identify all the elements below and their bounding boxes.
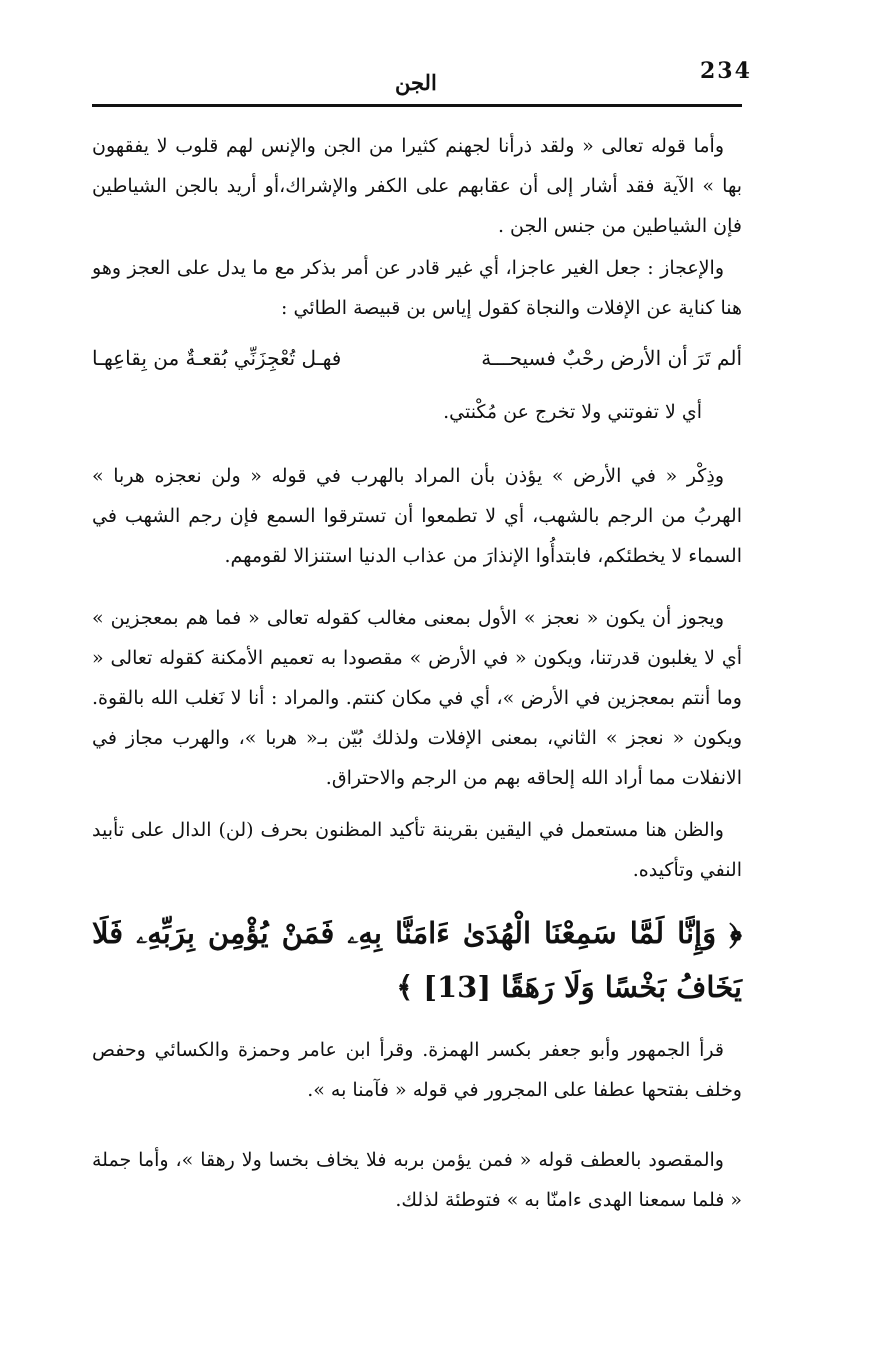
paragraph: والظن هنا مستعمل في اليقين بقرينة تأكيد المظنون بحرف (لن) الدال على تأبيد النفي وتأكيده. (92, 819, 742, 881)
poetry-verse (92, 338, 742, 378)
page-number: 234 (700, 58, 752, 84)
paragraph: وذِكْر « في الأرض » يؤذن بأن المراد بالهرب في قوله « ولن نعجزه هربا » الهربُ من الرجم بالشهب، أي لا تطمعوا أن تسترقوا السمع فإن رجم الشهب في السماء لا يخطئكم، فابتدأُوا الإنذارَ من عذاب الدنيا استنزالا لقومهم. (92, 465, 742, 567)
paragraph: والإعجاز : جعل الغير عاجزا، أي غير قادر عن أمر بذكر مع ما يدل على العجز وهو هنا كناية عن الإفلات والنجاة كقول إياس بن قبيصة الطائي : (92, 257, 742, 319)
paragraph: قرأ الجمهور وأبو جعفر بكسر الهمزة. وقرأ ابن عامر وحمزة والكسائي وحفص وخلف بفتحها عطفا على المجرور في قوله « فآمنا به ». (92, 1039, 742, 1101)
running-title: الجن (395, 70, 437, 95)
paragraph: والمقصود بالعطف قوله « فمن يؤمن بربه فلا يخاف بخسا ولا رهقا »، وأما جملة « فلما سمعنا الهدى ءامنّا به » فتوطئة لذلك. (92, 1149, 742, 1211)
quranic-verse: ﴿ وَإِنَّا لَمَّا سَمِعْنَا الْهُدَىٰ ءَامَنَّا بِهِۦ فَمَنْ يُؤْمِن بِرَبِّهِۦ فَلَا يَخَافُ بَخْسًا وَلَا رَهَقًا [13] ﴾ (92, 916, 742, 1004)
paragraph: ويجوز أن يكون « نعجز » الأول بمعنى مغالب كقوله تعالى « فما هم بمعجزين » أي لا يغلبون قدرتنا، ويكون « في الأرض » مقصودا به تعميم الأمكنة كقوله تعالى « وما أنتم بمعجزين في الأرض »، أي في مكان كنتم. والمراد : أنا لا نَغلب الله بالقوة. ويكون « نعجز » الثاني، بمعنى الإفلات ولذلك بُيّن بـ« هربا »، والهرب مجاز في الانفلات مما أراد الله إلحاقه بهم من الرجم والاحتراق. (92, 607, 742, 789)
header-rule (92, 104, 742, 107)
verse-left-hemistich: فهـل تُعْجِزَنِّي بُقعـةٌ من بِقاعِهـا (92, 346, 342, 370)
verse-gloss: أي لا تفوتني ولا تخرج عن مُكْنتي. (443, 401, 702, 423)
paragraph: وأما قوله تعالى « ولقد ذرأنا لجهنم كثيرا من الجن والإنس لهم قلوب لا يفقهون بها » الآية فقد أشار إلى أن عقابهم على الكفر والإشراك،أو أريد بالجن الشياطين فإن الشياطين من جنس الجن . (92, 135, 742, 237)
verse-right-hemistich: ألم تَرَ أن الأرض رحْبٌ فسيحـــة (481, 346, 742, 370)
